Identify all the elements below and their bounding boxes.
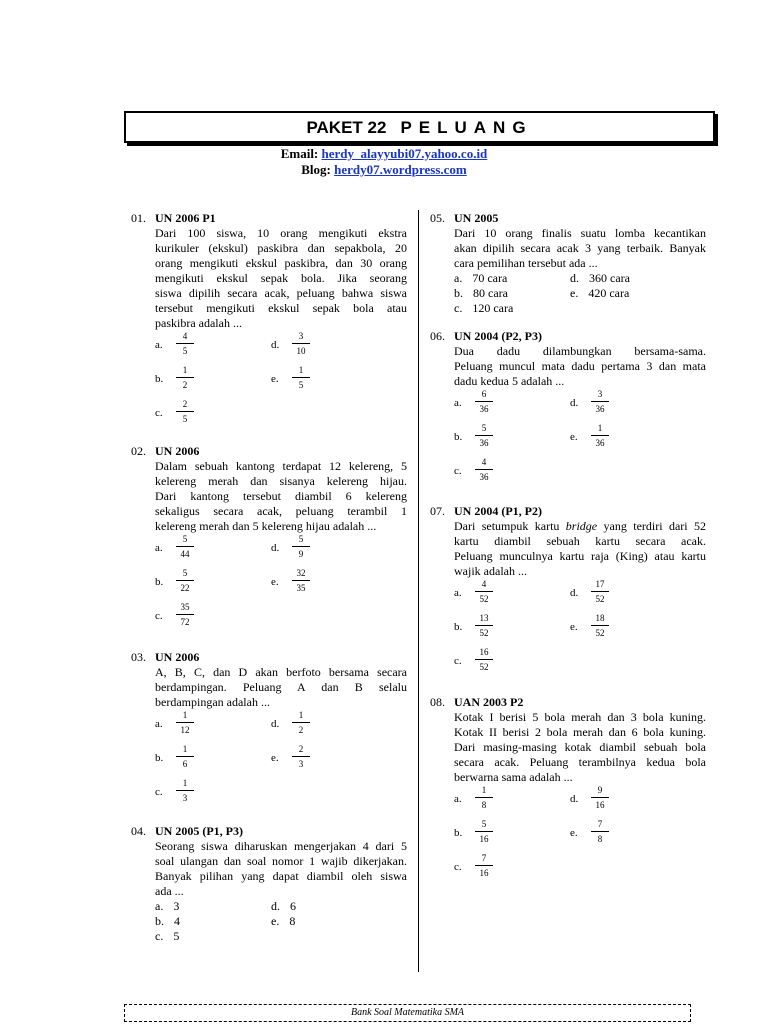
fraction-numerator: 6 (481, 389, 487, 399)
option-label: d. (570, 587, 579, 599)
blog-label: Blog: (301, 162, 331, 177)
fraction (172, 534, 198, 560)
option-value: 360 cara (589, 271, 630, 285)
fraction (172, 331, 198, 357)
fraction-denominator: 3 (182, 793, 188, 803)
fraction-numerator: 5 (481, 423, 487, 433)
option-label: a. (155, 718, 163, 730)
fraction-bar (475, 469, 493, 470)
question-text (155, 459, 407, 534)
answer-option[interactable] (570, 271, 630, 286)
question-line: Peluang munculnya kartu raja (King) atau kartu (454, 549, 706, 563)
fraction-numerator: 9 (597, 785, 603, 795)
fraction-denominator: 12 (180, 725, 190, 735)
fraction-numerator: 17 (595, 579, 605, 589)
column-divider (418, 210, 419, 972)
question-source: UN 2006 (155, 444, 200, 458)
question-number: 07. (430, 504, 445, 518)
option-label: c. (454, 465, 462, 477)
fraction-bar (591, 831, 609, 832)
option-label: e. (570, 431, 578, 443)
option-label: d. (271, 899, 280, 913)
fraction-numerator: 5 (481, 819, 487, 829)
fraction (587, 819, 613, 845)
question-source: UN 2005 (454, 211, 499, 225)
fraction-numerator: 3 (298, 331, 304, 341)
option-label: a. (454, 271, 463, 285)
fraction-bar (292, 343, 310, 344)
question-number: 03. (131, 650, 146, 664)
footer (124, 1004, 691, 1022)
question-line: Seorang siswa diharuskan mengerjakan 4 dari 5 (155, 839, 407, 853)
question-line: mengikuti ekskul sepak bola. Jika seorang (155, 271, 407, 285)
fraction-numerator: 1 (182, 778, 188, 788)
fraction-bar (475, 401, 493, 402)
option-value: 3 (173, 899, 180, 913)
fraction-denominator: 10 (296, 346, 306, 356)
fraction-denominator: 16 (479, 868, 489, 878)
fraction-bar (176, 377, 194, 378)
question-line: Dua dadu dilambungkan bersama-sama. (454, 344, 706, 358)
option-label: d. (570, 271, 579, 285)
question-line: berdampingan adalah ... (155, 695, 270, 709)
question-line: A, B, C, dan D akan berfoto bersama secara (155, 665, 407, 679)
fraction-bar (475, 659, 493, 660)
fraction-denominator: 22 (180, 583, 190, 593)
fraction (172, 568, 198, 594)
question-line (454, 519, 706, 534)
answer-option[interactable] (570, 286, 629, 301)
fraction-denominator: 52 (595, 628, 605, 638)
fraction-numerator: 4 (481, 579, 487, 589)
fraction-bar (176, 614, 194, 615)
fraction (172, 710, 198, 736)
fraction (471, 389, 497, 415)
fraction-denominator: 16 (479, 834, 489, 844)
footer-text: Bank Soal Matematika SMA (350, 1007, 465, 1018)
question-line: wajik adalah ... (454, 564, 527, 578)
fraction-numerator: 7 (597, 819, 603, 829)
option-label: c. (155, 786, 163, 798)
fraction-numerator: 3 (597, 389, 603, 399)
fraction-numerator: 4 (182, 331, 188, 341)
option-label: d. (271, 718, 280, 730)
fraction (587, 579, 613, 605)
option-label: a. (155, 339, 163, 351)
option-label: c. (155, 610, 163, 622)
fraction-bar (292, 580, 310, 581)
email-label: Email: (280, 146, 319, 161)
question-line: Dari 100 siswa, 10 orang mengikuti ekstra (155, 226, 407, 240)
option-label: c. (155, 929, 164, 943)
option-value: 8 (289, 914, 296, 928)
fraction (587, 389, 613, 415)
option-label: e. (570, 827, 578, 839)
fraction (288, 568, 314, 594)
fraction-bar (292, 722, 310, 723)
fraction-bar (292, 546, 310, 547)
fraction-numerator: 5 (182, 534, 188, 544)
fraction-numerator: 16 (479, 647, 489, 657)
fraction-bar (591, 401, 609, 402)
fraction-denominator: 52 (479, 594, 489, 604)
fraction-denominator: 2 (182, 380, 188, 390)
fraction-bar (475, 865, 493, 866)
answer-option[interactable] (454, 271, 507, 286)
fraction-numerator: 18 (595, 613, 605, 623)
question-text (454, 710, 706, 785)
fraction-denominator: 36 (479, 438, 489, 448)
question-line: dadu kedua 5 adalah ... (454, 374, 565, 388)
fraction-bar (475, 831, 493, 832)
question-text (155, 839, 407, 899)
fraction-denominator: 36 (479, 404, 489, 414)
question-line: paskibra adalah ... (155, 316, 242, 330)
blog-link[interactable]: herdy07.wordpress.com (334, 162, 467, 177)
email-line (0, 146, 768, 161)
fraction (172, 744, 198, 770)
option-value: 120 cara (472, 301, 514, 315)
fraction (471, 819, 497, 845)
fraction-numerator: 2 (298, 744, 304, 754)
topic-title: PELUANG (400, 117, 533, 137)
fraction-numerator: 7 (481, 853, 487, 863)
answer-option[interactable] (454, 286, 508, 301)
fraction (288, 331, 314, 357)
fraction-denominator: 52 (595, 594, 605, 604)
fraction-bar (176, 411, 194, 412)
fraction-numerator: 1 (182, 744, 188, 754)
fraction-numerator: 35 (180, 602, 190, 612)
question-line: kelereng merah dan 5 kelereng hijau adalah ... (155, 519, 377, 533)
question-line: Dari masing-masing kotak diambil sebuah bola (454, 740, 706, 754)
fraction-bar (176, 756, 194, 757)
fraction-numerator: 1 (298, 365, 304, 375)
fraction (471, 423, 497, 449)
question-text (454, 226, 706, 271)
question-text (454, 344, 706, 389)
fraction-denominator: 36 (595, 438, 605, 448)
question-line: Kotak I berisi 5 bola merah dan 3 bola kuning. (454, 710, 706, 724)
fraction-bar (176, 790, 194, 791)
question-line-part: yang terdiri dari 52 (597, 519, 706, 533)
fraction (172, 399, 198, 425)
option-label: e. (271, 373, 279, 385)
option-label: e. (271, 752, 279, 764)
option-label: a. (454, 793, 462, 805)
question-line: kartu diambil sebuah kartu secara acak. (454, 534, 706, 548)
question-line: Banyak pilihan yang dapat diambil oleh siswa (155, 869, 407, 883)
option-label: a. (454, 587, 462, 599)
email-link[interactable]: herdy_alayyubi07.yahoo.co.id (321, 146, 488, 161)
fraction-denominator: 6 (182, 759, 188, 769)
question-number: 06. (430, 329, 445, 343)
option-label: d. (570, 793, 579, 805)
option-label: c. (454, 861, 462, 873)
question-text (155, 226, 407, 331)
question-line: berwarna sama adalah ... (454, 770, 573, 784)
question-line: Dari kantong tersebut diambil 6 kelereng (155, 489, 407, 503)
question-line: akan dipilih secara acak 3 yang terbaik. Banyak (454, 241, 706, 255)
fraction (587, 423, 613, 449)
answer-option[interactable] (155, 929, 179, 944)
fraction-numerator: 5 (298, 534, 304, 544)
question-source: UN 2004 (P1, P2) (454, 504, 542, 518)
question-number: 02. (131, 444, 146, 458)
question-line-part: Dari setumpuk kartu (454, 519, 566, 533)
answer-option[interactable] (271, 899, 296, 914)
fraction-denominator: 16 (595, 800, 605, 810)
option-label: e. (570, 621, 578, 633)
fraction (288, 710, 314, 736)
fraction-denominator: 36 (479, 472, 489, 482)
option-label: b. (155, 373, 164, 385)
question-line: soal ulangan dan soal nomor 1 wajib dikerjakan. (155, 854, 407, 868)
option-label: b. (155, 914, 164, 928)
fraction-numerator: 2 (182, 399, 188, 409)
fraction (471, 613, 497, 639)
answer-option[interactable] (454, 301, 513, 316)
fraction-bar (176, 343, 194, 344)
question-line: berdampingan. Peluang A dan B selalu (155, 680, 407, 694)
fraction-denominator: 2 (298, 725, 304, 735)
option-value: 70 cara (472, 271, 508, 285)
question-line: kelereng merah dan sisanya kelereng hijau. (155, 474, 407, 488)
fraction-numerator: 32 (296, 568, 306, 578)
question-line: siswa dipilih secara acak, peluang bahwa siswa (155, 286, 407, 300)
answer-option[interactable] (155, 914, 180, 929)
question-line: secara acak. Peluang terambilnya kedua bola (454, 755, 706, 769)
fraction (471, 579, 497, 605)
fraction-numerator: 1 (597, 423, 603, 433)
fraction (471, 785, 497, 811)
fraction (471, 457, 497, 483)
fraction-denominator: 3 (298, 759, 304, 769)
fraction-bar (292, 756, 310, 757)
fraction-denominator: 35 (296, 583, 306, 593)
question-text (454, 519, 706, 579)
question-number: 08. (430, 695, 445, 709)
fraction-denominator: 5 (298, 380, 304, 390)
question-source: UAN 2003 P2 (454, 695, 524, 709)
blog-line (0, 162, 768, 177)
fraction-bar (591, 625, 609, 626)
option-label: b. (155, 576, 164, 588)
fraction-bar (591, 435, 609, 436)
fraction-bar (176, 722, 194, 723)
fraction (172, 778, 198, 804)
fraction-numerator: 5 (182, 568, 188, 578)
fraction-numerator: 1 (298, 710, 304, 720)
option-label: a. (155, 899, 164, 913)
question-source: UN 2006 P1 (155, 211, 216, 225)
question-line: sekaligus secara acak, peluang terambil 1 (155, 504, 407, 518)
fraction-bar (475, 797, 493, 798)
fraction (172, 365, 198, 391)
title-box (124, 111, 715, 143)
fraction-bar (176, 546, 194, 547)
option-label: b. (155, 752, 164, 764)
question-line: Kotak II berisi 2 bola merah dan 6 bola kuning. (454, 725, 706, 739)
fraction-bar (475, 625, 493, 626)
fraction-numerator: 1 (182, 365, 188, 375)
option-label: d. (271, 542, 280, 554)
option-value: 4 (174, 914, 180, 928)
question-line: tersebut mengikuti ekskul sepak bola atau (155, 301, 407, 315)
question-line: cara pemilihan tersebut ada ... (454, 256, 598, 270)
fraction-bar (176, 580, 194, 581)
option-label: b. (454, 431, 463, 443)
option-value: 6 (290, 899, 296, 913)
question-source: UN 2004 (P2, P3) (454, 329, 542, 343)
question-line: ada ... (155, 884, 184, 898)
question-number: 05. (430, 211, 445, 225)
fraction (172, 602, 198, 628)
fraction-numerator: 13 (479, 613, 489, 623)
answer-option[interactable] (155, 899, 179, 914)
fraction-bar (475, 591, 493, 592)
fraction-denominator: 72 (180, 617, 190, 627)
fraction-denominator: 52 (479, 628, 489, 638)
option-label: d. (570, 397, 579, 409)
question-line: orang mengikuti ekskul paskibra, dan 30 orang (155, 256, 407, 270)
fraction-denominator: 9 (298, 549, 304, 559)
fraction-bar (591, 797, 609, 798)
fraction (288, 744, 314, 770)
option-value: 80 cara (473, 286, 508, 300)
fraction (471, 647, 497, 673)
option-label: e. (271, 576, 279, 588)
question-line: Peluang muncul mata dadu pertama 3 dan mata (454, 359, 706, 373)
fraction-denominator: 36 (595, 404, 605, 414)
paket-title: PAKET 22 (306, 117, 387, 137)
option-label: d. (271, 339, 280, 351)
question-source: UN 2006 (155, 650, 200, 664)
fraction-bar (475, 435, 493, 436)
question-number: 01. (131, 211, 146, 225)
fraction-numerator: 1 (182, 710, 188, 720)
question-number: 04. (131, 824, 146, 838)
option-value: 420 cara (588, 286, 630, 300)
option-label: a. (454, 397, 462, 409)
fraction (587, 613, 613, 639)
question-text (155, 665, 407, 710)
fraction-numerator: 4 (481, 457, 487, 467)
fraction (471, 853, 497, 879)
question-line: Dari 10 orang finalis suatu lomba kecantikan (454, 226, 706, 240)
fraction (587, 785, 613, 811)
question-line: Dalam sebuah kantong terdapat 12 kelereng, 5 (155, 459, 407, 473)
fraction-denominator: 8 (481, 800, 487, 810)
fraction-denominator: 8 (597, 834, 603, 844)
fraction-numerator: 1 (481, 785, 487, 795)
option-label: e. (570, 286, 579, 300)
question-line-italic: bridge (565, 519, 598, 533)
option-label: b. (454, 827, 463, 839)
option-label: e. (271, 914, 280, 928)
question-line: kurikuler (ekskul) paskibra dan sepakbola, 20 (155, 241, 407, 255)
fraction-denominator: 5 (182, 414, 188, 424)
fraction (288, 365, 314, 391)
option-label: b. (454, 621, 463, 633)
option-label: b. (454, 286, 463, 300)
fraction-denominator: 5 (182, 346, 188, 356)
fraction (288, 534, 314, 560)
option-label: c. (155, 407, 163, 419)
question-source: UN 2005 (P1, P3) (155, 824, 243, 838)
fraction-bar (591, 591, 609, 592)
option-label: c. (454, 301, 463, 315)
fraction-bar (292, 377, 310, 378)
option-label: a. (155, 542, 163, 554)
fraction-denominator: 52 (479, 662, 489, 672)
option-label: c. (454, 655, 462, 667)
fraction-denominator: 44 (180, 549, 190, 559)
option-value: 5 (173, 929, 180, 943)
answer-option[interactable] (271, 914, 295, 929)
